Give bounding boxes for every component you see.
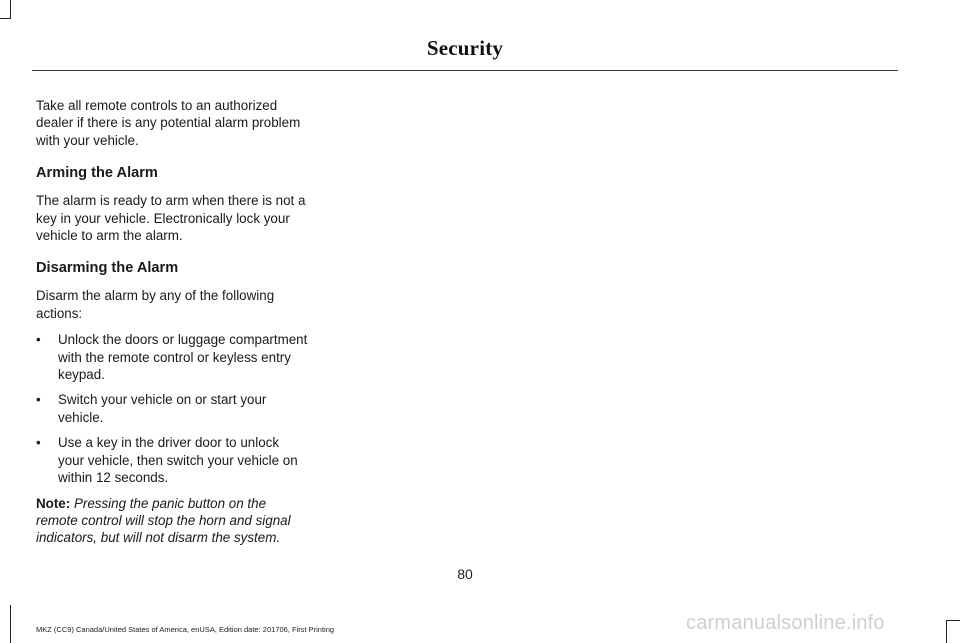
intro-paragraph: Take all remote controls to an authorized dealer if there is any potential alarm problem with your vehicle. bbox=[36, 98, 301, 148]
note-text: Pressing the panic button on the remote control will stop the horn and signal indicators, but will not disarm the system. bbox=[36, 495, 291, 546]
list-item-text: Unlock the doors or luggage compartment with the remote control or keyless entry keypad. bbox=[58, 332, 308, 383]
crop-mark-bottom-right-horizontal bbox=[946, 620, 960, 621]
arming-paragraph: The alarm is ready to arm when there is not a key in your vehicle. Electronically lock your vehicle to arm the alarm. bbox=[36, 193, 306, 244]
note-paragraph bbox=[36, 495, 308, 547]
header-divider bbox=[32, 70, 898, 71]
disarm-actions-list bbox=[36, 331, 308, 486]
bullet-icon: • bbox=[36, 392, 41, 408]
page-title: Security bbox=[426, 36, 504, 60]
bullet-icon: • bbox=[36, 332, 41, 348]
list-item-text: Switch your vehicle on or start your vehicle. bbox=[58, 392, 267, 425]
list-item bbox=[36, 434, 308, 486]
crop-mark-top-left-vertical bbox=[10, 0, 11, 18]
list-item bbox=[36, 331, 308, 383]
bullet-icon: • bbox=[36, 435, 41, 451]
arming-heading: Arming the Alarm bbox=[36, 165, 158, 182]
list-item-text: Use a key in the driver door to unlock your vehicle, then switch your vehicle on within 12 seconds. bbox=[58, 435, 298, 486]
main-content bbox=[36, 97, 308, 556]
page-number: 80 bbox=[457, 566, 473, 582]
crop-mark-bottom-left-vertical bbox=[10, 605, 11, 643]
crop-mark-bottom-right-vertical bbox=[946, 620, 947, 643]
list-item bbox=[36, 391, 308, 426]
disarming-heading: Disarming the Alarm bbox=[36, 260, 179, 277]
note-label: Note: bbox=[36, 495, 71, 511]
footer-edition-info: MKZ (CC9) Canada/United States of America, enUSA, Edition date: 201706, First Printing bbox=[36, 625, 335, 634]
crop-mark-top-left-horizontal bbox=[0, 18, 11, 19]
disarming-paragraph: Disarm the alarm by any of the following actions: bbox=[36, 288, 275, 321]
watermark: carmanualsonline.info bbox=[686, 612, 885, 634]
